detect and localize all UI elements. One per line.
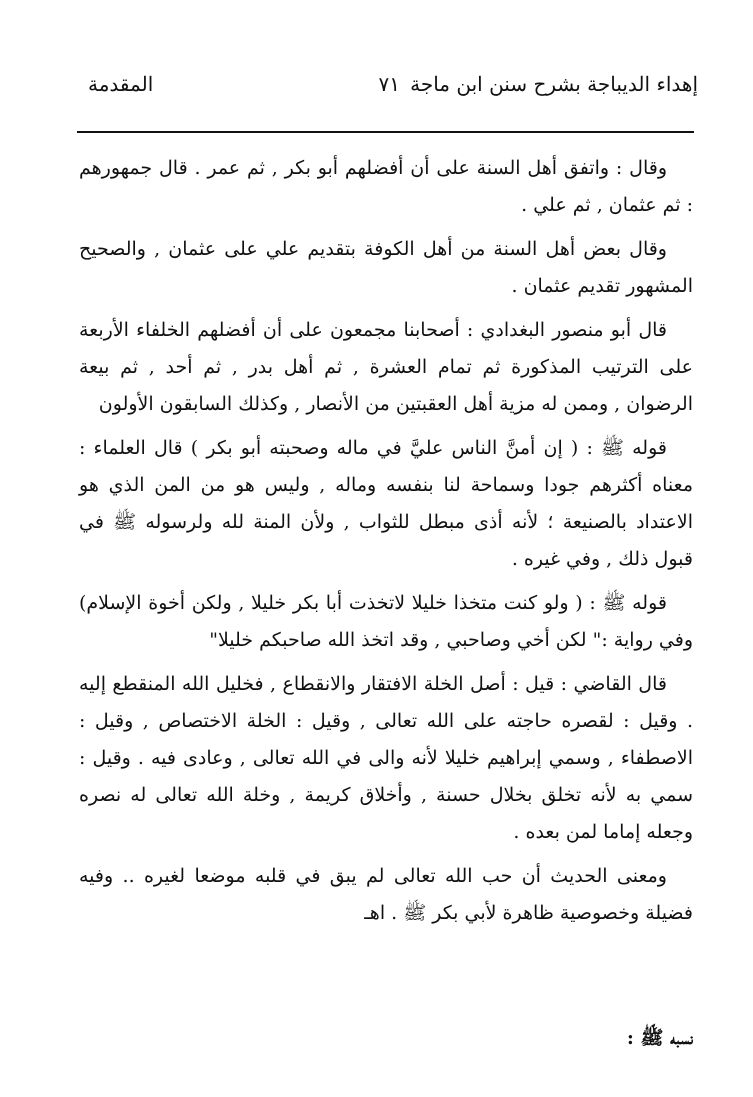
book-title: إهداء الديباجة بشرح سنن ابن ماجة — [410, 72, 698, 96]
paragraph: قوله ﷺ : ( ولو كنت متخذا خليلا لاتخذت أبا بكر خليلا , ولكن أخوة الإسلام) وفي رواية :" لكن أخي وصاحبي , وقد اتخذ الله صاحبكم خليلا" — [79, 592, 693, 651]
section-title: المقدمة — [88, 72, 154, 96]
paragraph: قوله ﷺ : ( إن أمنَّ الناس عليَّ في ماله وصحبته أبو بكر ) قال العلماء : معناه أكثرهم جودا وسماحة لنا بنفسه وماله , وليس هو من المن الذي هو الاعتداد بالصنيعة ؛ لأنه أذى مبطل للثواب , ولأن المنة لله ولرسوله ﷺ في قبول ذلك , وفي غيره . — [79, 437, 693, 570]
paragraph: ومعنى الحديث أن حب الله تعالى لم يبق في قلبه موضعا لغيره .. وفيه فضيلة وخصوصية ظاهرة لأبي بكر ﷺ . اهـ — [79, 865, 693, 924]
page-body — [79, 150, 693, 939]
header-divider — [77, 131, 694, 133]
paragraph: قال أبو منصور البغدادي : أصحابنا مجمعون على أن أفضلهم الخلفاء الأربعة على الترتيب المذكورة ثم تمام العشرة , ثم أهل بدر , ثم أحد , ثم بيعة الرضوان , وممن له مزية أهل العقبتين من الأنصار , وكذلك السابقون الأولون — [79, 319, 693, 415]
section-heading: نسبه ﷺ : — [626, 1027, 693, 1049]
page-number: ٧١ — [378, 72, 400, 96]
paragraph: قال القاضي : قيل : أصل الخلة الافتقار والانقطاع , فخليل الله المنقطع إليه . وقيل : لقصره حاجته على الله تعالى , وقيل : الخلة الاختصاص , وقيل : الاصطفاء , وسمي إبراهيم خليلا لأنه والى في الله تعالى , وعادى فيه . وقيل : سمي به لأنه تخلق بخلال حسنة , وأخلاق كريمة , وخلة الله تعالى له نصره وجعله إماما لمن بعده . — [79, 673, 693, 843]
paragraph: وقال : واتفق أهل السنة على أن أفضلهم أبو بكر , ثم عمر . قال جمهورهم : ثم عثمان , ثم علي . — [79, 157, 693, 216]
paragraph: وقال بعض أهل السنة من أهل الكوفة بتقديم علي على عثمان , والصحيح المشهور تقديم عثمان . — [79, 238, 693, 297]
page-header — [88, 68, 698, 108]
